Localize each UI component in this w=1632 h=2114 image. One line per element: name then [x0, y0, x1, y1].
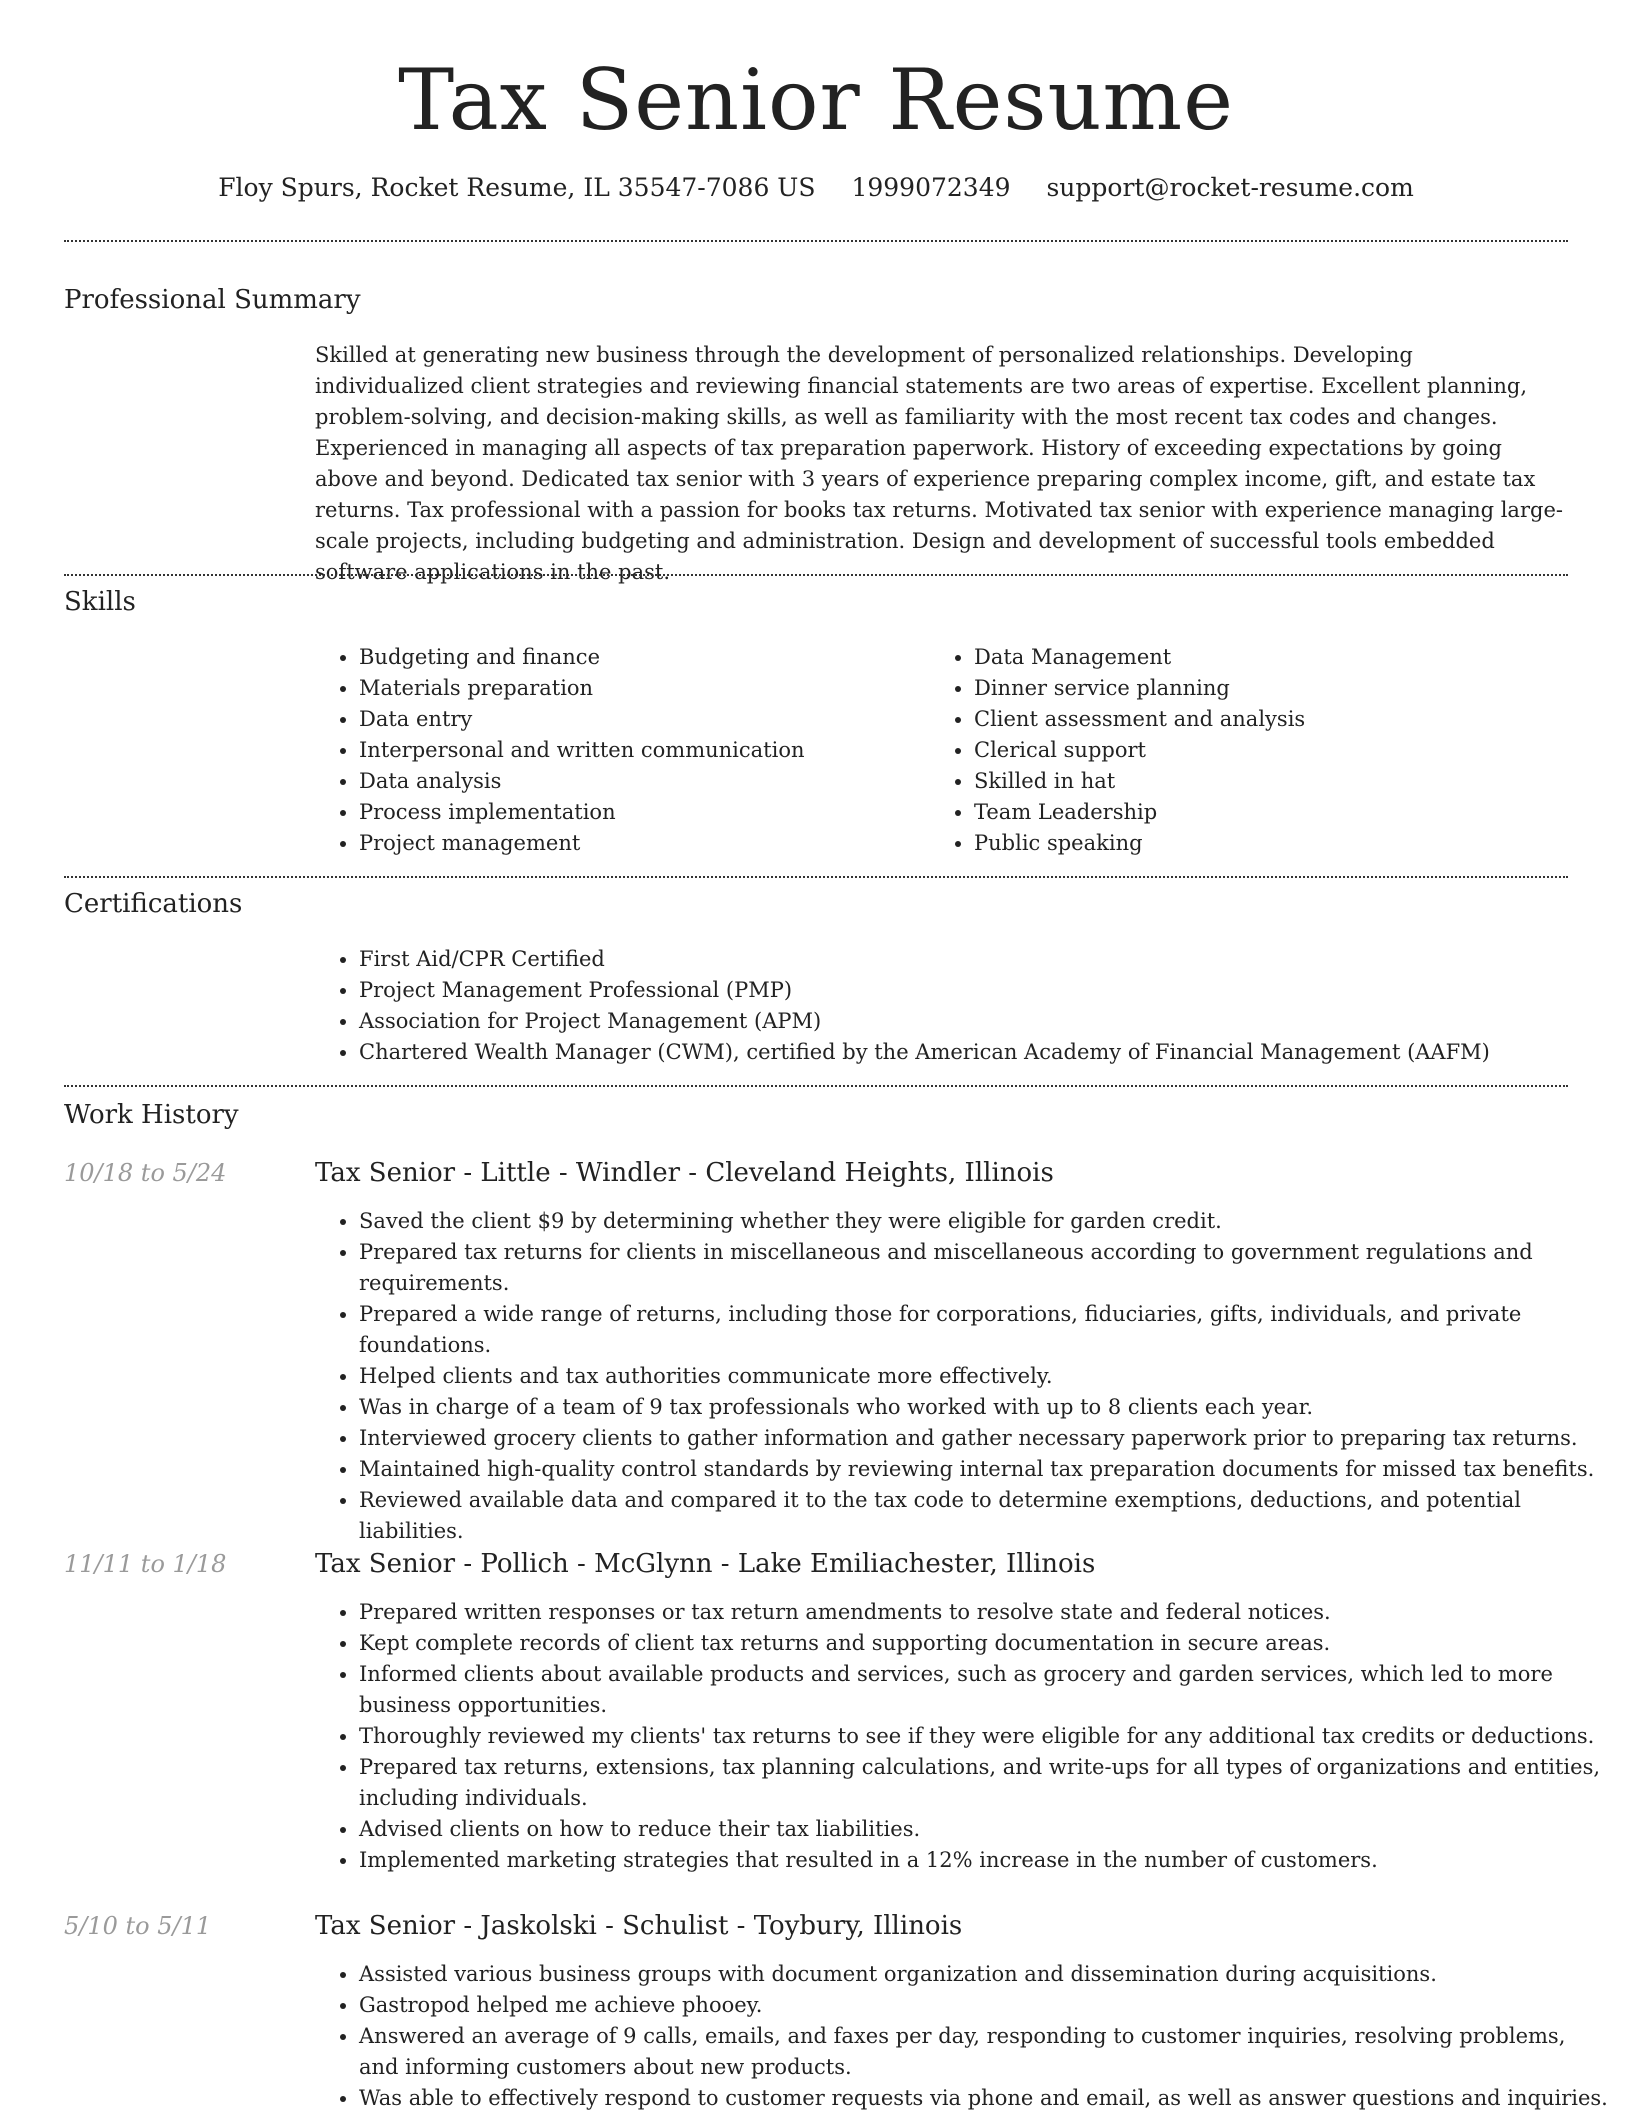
job-bullet: • Saved the client $9 by determining whether they were eligible for garden credit.: [359, 1206, 1609, 1237]
divider: [64, 876, 1568, 878]
certification-item: • Association for Project Management (APM): [359, 1006, 1609, 1037]
contact-phone: 1999072349: [851, 173, 1011, 202]
job-bullet: • Prepared written responses or tax return amendments to resolve state and federal notices.: [359, 1597, 1609, 1628]
job-title: Tax Senior - Jaskolski - Schulist - Toybury, Illinois: [315, 1911, 963, 1941]
skill-item: • Project management: [359, 828, 919, 859]
contact-address: Floy Spurs, Rocket Resume, IL 35547-7086 US: [218, 173, 816, 202]
job-bullet: • Answered an average of 9 calls, emails, and faxes per day, responding to customer inquiries, resolving problems, and informing customers about new products.: [359, 2021, 1609, 2083]
job-bullets: [315, 1597, 1609, 1876]
job-bullet: • Informed clients about available products and services, such as grocery and garden services, which led to more business opportunities.: [359, 1659, 1609, 1721]
divider: [64, 574, 1568, 576]
job-dates: 5/10 to 5/11: [64, 1912, 212, 1940]
job-bullets: [315, 1959, 1609, 2114]
skill-item: • Budgeting and finance: [359, 642, 919, 673]
job-bullet: • Thoroughly reviewed my clients' tax returns to see if they were eligible for any additional tax credits or deductions.: [359, 1721, 1609, 1752]
job-dates: 10/18 to 5/24: [64, 1159, 227, 1187]
job-bullet: • Helped clients and tax authorities communicate more effectively.: [359, 1361, 1609, 1392]
job-bullet: • Assisted various business groups with document organization and dissemination during acquisitions.: [359, 1959, 1609, 1990]
summary-heading: Professional Summary: [64, 285, 361, 315]
skills-list-right: [930, 642, 1574, 859]
job-dates: 11/11 to 1/18: [64, 1550, 227, 1578]
certification-item: • Project Management Professional (PMP): [359, 975, 1609, 1006]
divider: [64, 1085, 1568, 1087]
job-bullet: • Kept complete records of client tax returns and supporting documentation in secure areas.: [359, 1628, 1609, 1659]
job-title: Tax Senior - Little - Windler - Cleveland Heights, Illinois: [315, 1158, 1054, 1188]
skill-item: • Client assessment and analysis: [974, 704, 1574, 735]
job-bullet: • Was able to effectively respond to customer requests via phone and email, as well as answer questions and inquiries.: [359, 2083, 1609, 2114]
certification-item: • First Aid/CPR Certified: [359, 944, 1609, 975]
job-bullet: • Was in charge of a team of 9 tax professionals who worked with up to 8 clients each year.: [359, 1392, 1609, 1423]
skill-item: • Clerical support: [974, 735, 1574, 766]
skill-item: • Materials preparation: [359, 673, 919, 704]
skill-item: • Skilled in hat: [974, 766, 1574, 797]
job-bullet: • Interviewed grocery clients to gather information and gather necessary paperwork prior to preparing tax returns.: [359, 1423, 1609, 1454]
contact-email: support@rocket-resume.com: [1046, 173, 1414, 202]
certifications-heading: Certifications: [64, 889, 243, 919]
skill-item: • Public speaking: [974, 828, 1574, 859]
skills-list-left: [315, 642, 919, 859]
job-bullet: • Gastropod helped me achieve phooey.: [359, 1990, 1609, 2021]
summary-text: Skilled at generating new business through the development of personalized relationships. Developing individualized client strategies and reviewing financial statements are two areas of expertise. Excellent planning, problem-solving, and decision-making skills, as well as familiarity with the most recent tax codes and changes. Experienced in managing all aspects of tax preparation paperwork. History of exceeding expectations by going above and beyond. Dedicated tax senior with 3 years of experience preparing complex income, gift, and estate tax returns. Tax professional with a passion for books tax returns. Motivated tax senior with experience managing large-scale projects, including budgeting and administration. Design and development of successful tools embedded software applications in the past.: [315, 343, 1563, 584]
job-title: Tax Senior - Pollich - McGlynn - Lake Emiliachester, Illinois: [315, 1549, 1096, 1579]
skill-item: • Data analysis: [359, 766, 919, 797]
skill-item: • Data Management: [974, 642, 1574, 673]
skills-heading: Skills: [64, 587, 136, 617]
contact-line: [0, 172, 1632, 204]
skill-item: • Dinner service planning: [974, 673, 1574, 704]
divider: [64, 240, 1568, 242]
certifications-list: [315, 944, 1609, 1068]
job-bullets: [315, 1206, 1609, 1547]
job-bullet: • Prepared tax returns, extensions, tax planning calculations, and write-ups for all types of organizations and entities, including individuals.: [359, 1752, 1609, 1814]
work-history-heading: Work History: [64, 1100, 239, 1130]
job-bullet: • Implemented marketing strategies that resulted in a 12% increase in the number of customers.: [359, 1845, 1609, 1876]
job-bullet: • Reviewed available data and compared it to the tax code to determine exemptions, deductions, and potential liabilities.: [359, 1485, 1609, 1547]
skill-item: • Team Leadership: [974, 797, 1574, 828]
skill-item: • Data entry: [359, 704, 919, 735]
job-bullet: • Advised clients on how to reduce their tax liabilities.: [359, 1814, 1609, 1845]
certification-item: • Chartered Wealth Manager (CWM), certified by the American Academy of Financial Management (AAFM): [359, 1037, 1609, 1068]
job-bullet: • Prepared tax returns for clients in miscellaneous and miscellaneous according to government regulations and requirements.: [359, 1237, 1609, 1299]
job-bullet: • Maintained high-quality control standards by reviewing internal tax preparation documents for missed tax benefits.: [359, 1454, 1609, 1485]
skill-item: • Interpersonal and written communication: [359, 735, 919, 766]
resume-title: Tax Senior Resume: [398, 51, 1234, 149]
skill-item: • Process implementation: [359, 797, 919, 828]
job-bullet: • Prepared a wide range of returns, including those for corporations, fiduciaries, gifts, individuals, and private foundations.: [359, 1299, 1609, 1361]
